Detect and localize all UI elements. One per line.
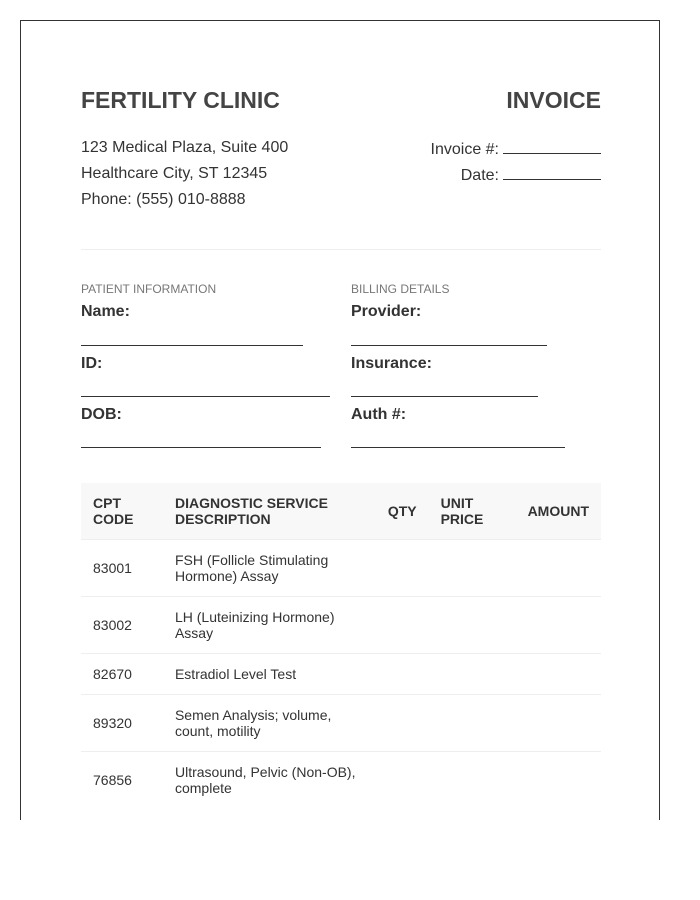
invoice-date-row [461,165,601,185]
row-amount [516,695,601,752]
header-divider [81,249,601,250]
row-code: 83001 [81,540,163,597]
clinic-phone: Phone: (555) 010-8888 [81,191,246,208]
billing-section-label: BILLING DETAILS [351,282,450,296]
row-qty [376,695,429,752]
row-qty [376,752,429,809]
row-description: Estradiol Level Test [163,654,376,695]
row-code: 89320 [81,695,163,752]
table-row [81,597,601,654]
header-amount: AMOUNT [527,503,589,519]
invoice-date-blank[interactable] [503,165,601,180]
row-code: 76856 [81,752,163,809]
billing-provider-label: Provider: [351,303,422,320]
table-row [81,654,601,695]
header-cpt-code: CPT CODE [93,495,134,527]
row-qty [376,597,429,654]
header-description: DIAGNOSTIC SERVICE DESCRIPTION [174,495,328,527]
clinic-address-line1: 123 Medical Plaza, Suite 400 [81,139,289,156]
invoice-date-label: Date: [460,167,499,184]
row-qty [376,654,429,695]
row-amount [516,654,601,695]
row-unit-price [429,597,516,654]
row-unit-price [429,654,516,695]
row-description: LH (Luteinizing Hormone) Assay [163,597,376,654]
patient-id-label: ID: [81,355,103,372]
patient-section-label: PATIENT INFORMATION [81,282,217,296]
table-row [81,540,601,597]
billing-insurance-label: Insurance: [351,355,432,372]
billing-provider-line[interactable] [351,345,547,346]
row-amount [516,540,601,597]
invoice-number-row [431,139,601,159]
row-unit-price [429,752,516,809]
patient-name-line[interactable] [81,345,303,346]
row-code: 82670 [81,654,163,695]
row-qty [376,540,429,597]
row-amount [516,597,601,654]
row-unit-price [429,540,516,597]
row-amount [516,752,601,809]
invoice-number-blank[interactable] [503,139,601,154]
billing-auth-label: Auth #: [351,406,407,423]
table-row [81,752,601,809]
invoice-number-label: Invoice #: [430,141,499,158]
billing-auth-line[interactable] [351,447,565,448]
row-description: Semen Analysis; volume, count, motility [163,695,376,752]
row-unit-price [429,695,516,752]
patient-dob-line[interactable] [81,447,321,448]
clinic-name: FERTILITY CLINIC [81,87,280,113]
patient-id-line[interactable] [81,396,330,397]
header-unit-price: UNIT PRICE [440,495,484,527]
row-description: Ultrasound, Pelvic (Non-OB), complete [163,752,376,809]
clinic-address-line2: Healthcare City, ST 12345 [81,165,268,182]
invoice-sheet [20,20,660,820]
invoice-title: INVOICE [506,87,601,113]
patient-name-label: Name: [81,303,130,320]
table-header-row [81,483,601,540]
row-description: FSH (Follicle Stimulating Hormone) Assay [163,540,376,597]
patient-dob-label: DOB: [81,406,122,423]
table-row [81,695,601,752]
header-qty: QTY [387,503,417,519]
row-code: 83002 [81,597,163,654]
billing-insurance-line[interactable] [351,396,538,397]
services-table [81,483,601,808]
